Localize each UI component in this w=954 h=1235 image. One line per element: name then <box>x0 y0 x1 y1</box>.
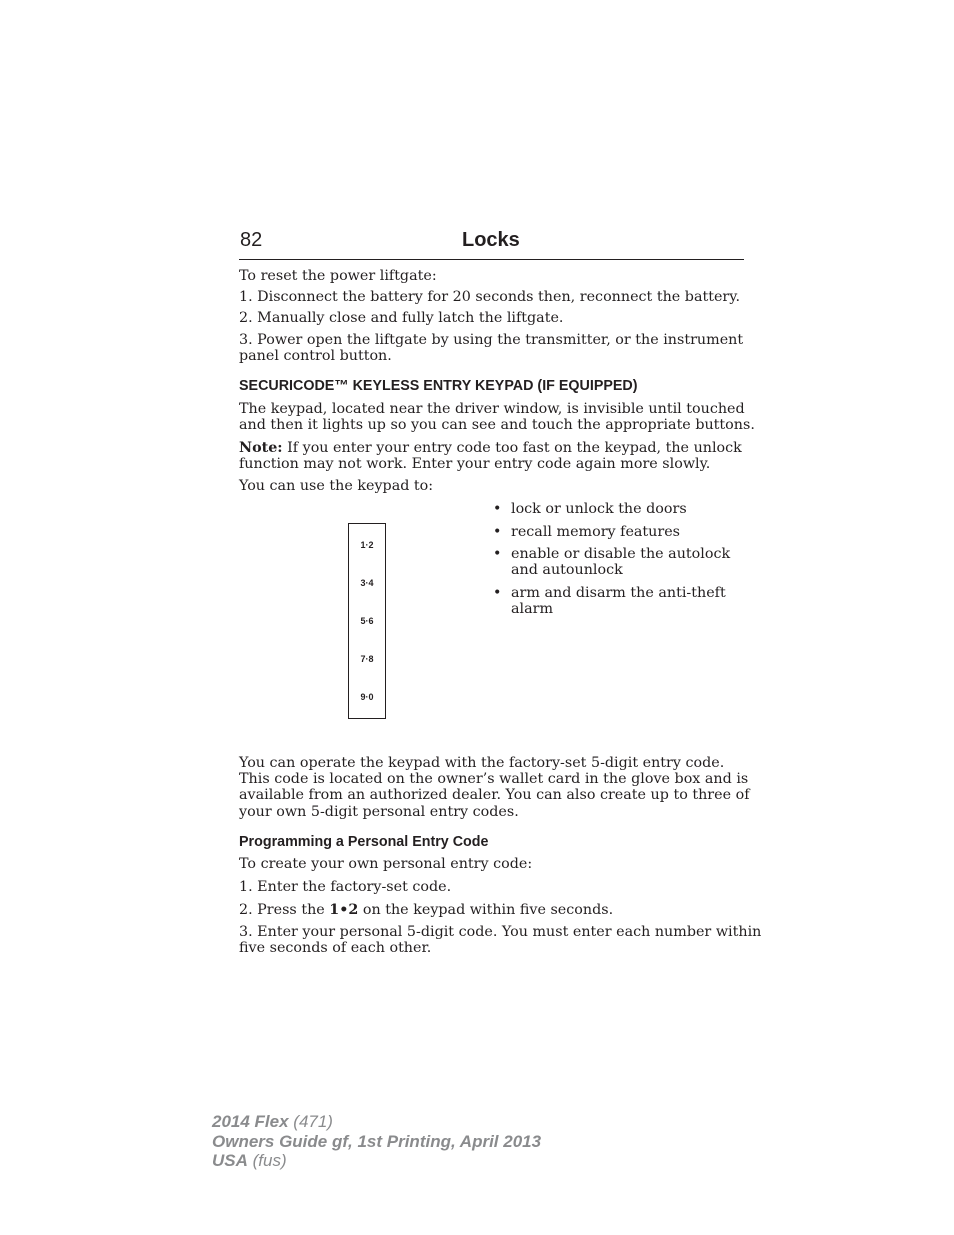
reset-step-1: 1. Disconnect the battery for 20 seconds then, reconnect the battery. <box>239 289 740 305</box>
factory-code-line-1: You can operate the keypad with the factory-set 5-digit entry code. <box>239 755 725 771</box>
create-step-3-line-2: five seconds of each other. <box>239 940 432 956</box>
create-step-2 <box>239 902 613 919</box>
factory-code-line-4: your own 5-digit personal entry codes. <box>239 804 519 820</box>
keypad-key-3-4: 3·4 <box>360 578 374 588</box>
note-text: If you enter your entry code too fast on the keypad, the unlock <box>282 440 742 456</box>
create-step-2-pre: 2. Press the <box>239 902 330 918</box>
footer-region <box>212 1151 541 1171</box>
page-footer <box>212 1112 541 1171</box>
reset-step-3-line-2: panel control button. <box>239 348 392 364</box>
bullet-icon: • <box>493 501 502 517</box>
list-item-text: recall memory features <box>511 524 681 540</box>
keypad-key-1-2: 1·2 <box>360 540 374 550</box>
footer-region-name: USA <box>212 1151 248 1170</box>
create-step-2-post: on the keypad within five seconds. <box>358 902 614 918</box>
footer-guide: Owners Guide gf, 1st Printing, April 2013 <box>212 1131 542 1151</box>
page-number: 82 <box>240 229 263 251</box>
reset-intro: To reset the power liftgate: <box>239 268 437 284</box>
bullet-icon: • <box>493 546 502 562</box>
list-item-text: lock or unlock the doors <box>511 501 687 517</box>
keypad-description-line-1: The keypad, located near the driver window, is invisible until touched <box>239 401 745 417</box>
reset-step-3-line-1: 3. Power open the liftgate by using the transmitter, or the instrument <box>239 332 744 348</box>
securicode-heading: SECURICODE™ KEYLESS ENTRY KEYPAD (IF EQUIPPED) <box>239 378 638 394</box>
note-line-2: function may not work. Enter your entry code again more slowly. <box>239 456 711 472</box>
list-item-text-cont: and autounlock <box>511 562 623 578</box>
create-step-3-line-1: 3. Enter your personal 5-digit code. You must enter each number within <box>239 924 762 940</box>
create-step-1: 1. Enter the factory-set code. <box>239 879 452 895</box>
bullet-icon: • <box>493 585 502 601</box>
list-item-text: arm and disarm the anti-theft <box>511 585 726 601</box>
note-label: Note: <box>239 440 283 456</box>
reset-step-2: 2. Manually close and fully latch the liftgate. <box>239 310 564 326</box>
create-intro: To create your own personal entry code: <box>239 856 533 872</box>
keypad-description-line-2: and then it lights up so you can see and touch the appropriate buttons. <box>239 417 755 433</box>
factory-code-line-3: available from an authorized dealer. You can also create up to three of <box>239 787 750 803</box>
keypad-key-9-0: 9·0 <box>360 692 374 702</box>
section-title: Locks <box>462 229 520 251</box>
list-item-text: enable or disable the autolock <box>511 546 731 562</box>
factory-code-line-2: This code is located on the owner’s wallet card in the glove box and is <box>239 771 749 787</box>
keypad-illustration <box>348 523 386 719</box>
footer-model <box>212 1112 541 1132</box>
create-step-2-key: 1•2 <box>329 902 359 918</box>
footer-region-code: (fus) <box>247 1151 287 1170</box>
programming-heading: Programming a Personal Entry Code <box>239 834 489 850</box>
footer-model-code: (471) <box>288 1112 333 1131</box>
list-item-text-cont: alarm <box>511 601 554 617</box>
page-header <box>239 228 744 260</box>
use-intro: You can use the keypad to: <box>239 478 434 494</box>
keypad-key-7-8: 7·8 <box>360 654 374 664</box>
footer-model-name: 2014 Flex <box>212 1112 289 1131</box>
note-line-1 <box>239 440 742 457</box>
keypad-key-5-6: 5·6 <box>360 616 374 626</box>
bullet-icon: • <box>493 524 502 540</box>
